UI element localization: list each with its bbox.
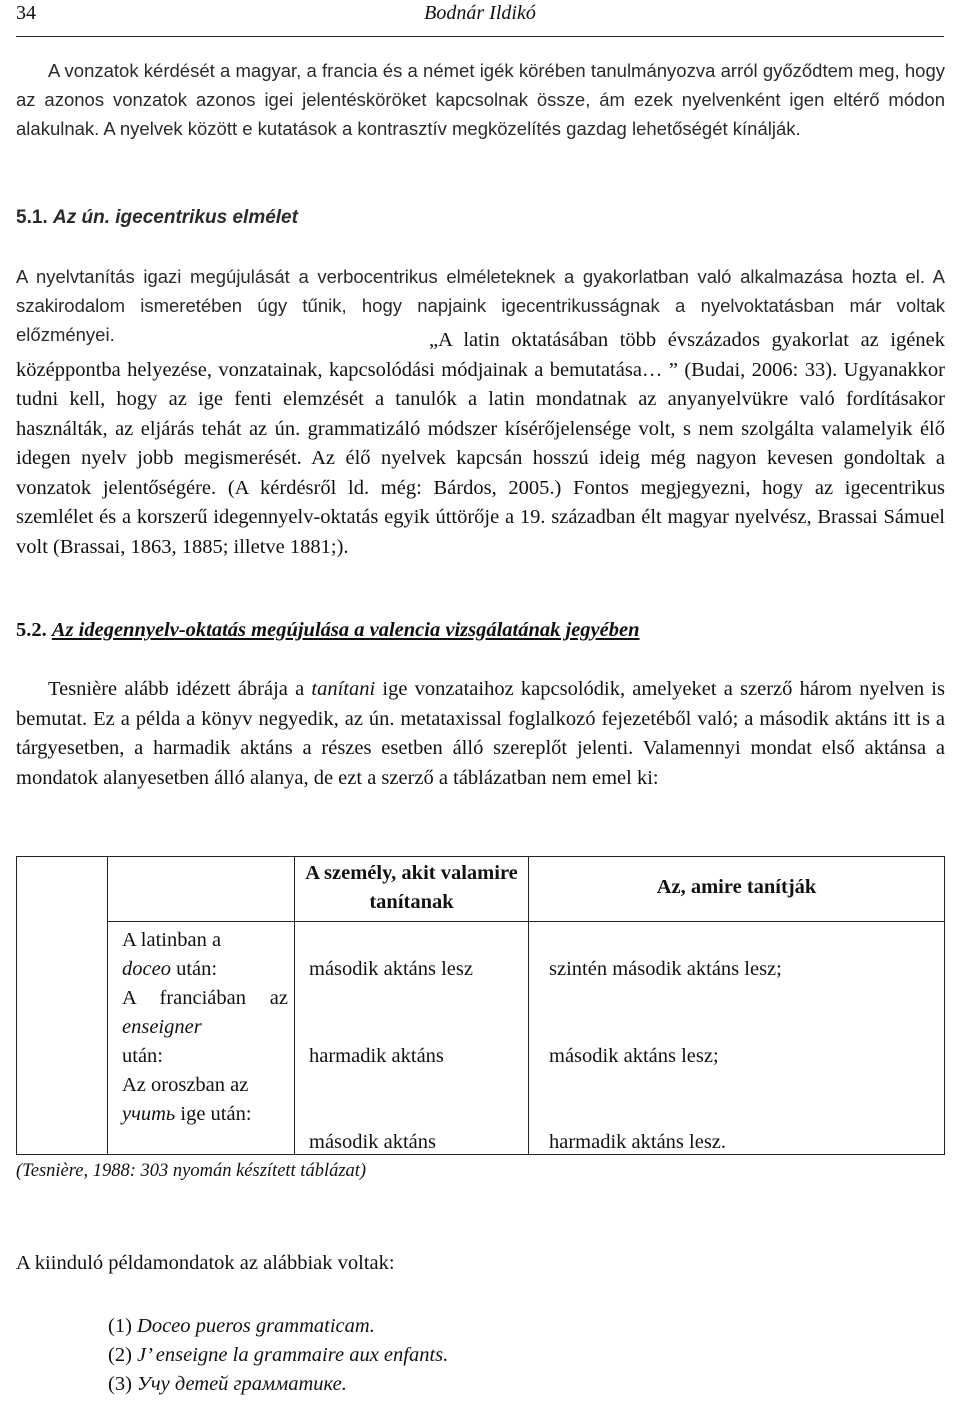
example-item: (3) Учу детей грамматике. [108,1373,347,1395]
lang-latin: A latinban a doceo után: [122,929,222,980]
section-heading-5-1 [16,207,298,229]
section-5-2-paragraph [16,675,945,793]
section-title-rest: igecentrikus elmélet [115,207,298,228]
section-number: 5.1. [16,207,48,228]
table-body-row [17,922,945,1155]
column-header-person: A személy, akit valamire tanítanak [295,857,529,922]
paragraph-part-1: Tesnière alább idézett ábrája a [48,678,312,700]
table-corner-cell [108,857,295,922]
column-header-object: Az, amire tanítják [529,857,945,922]
table-header-row [17,857,945,922]
example-item: (1) Doceo pueros grammaticam. [108,1315,375,1337]
page-header [16,2,944,28]
table-source: (Tesnière, 1988: 303 nyomán készített táblázat) [16,1161,367,1181]
section-5-1-paragraph-serif: „A latin oktatásában több évszázados gyakorlat az igének középpontba helyezése, vonzatainak, kapcsolódási módjainak a bemutatása… ” (Budai, 2006: 33). Ugyanakkor tudni kell, hogy az ige fenti elemzését a tanulók a latin mondatnak az anyanyelvükre való fordításakor használták, az eljárás tehát az ún. grammatizáló módszer kísérőjelensége volt, s nem szolgálta valamelyik élő idegen nyelv jobb megismerését. Az élő nyelvek kapcsán hosszú ideig még nagyon kevesen gondoltak a vonzatok jelentőségére. (A kérdésről ld. még: Bárdos, 2005.) Fontos megjegyezni, hogy az igecentrikus szemlélet és a korszerű idegennyelv-oktatás egyik úttörője a 19. században élt magyar nyelvész, Brassai Sámuel volt (Brassai, 1863, 1885; illetve 1881;). [16,329,945,558]
third-actant-latin: szintén második aktáns lesz; [549,958,782,980]
running-head: Bodnár Ildikó [424,2,536,24]
section-number: 5.2. [16,619,47,641]
lang-french: A franciában az enseigner után: [122,987,288,1067]
second-actant-cell [295,922,529,1155]
page-number: 34 [16,2,36,24]
third-actant-cell [529,922,945,1155]
section-title-italic: Az ún. [52,207,110,228]
second-actant-russian: második aktáns [309,1131,436,1153]
section-title: Az idegennyelv-oktatás megújulása a valencia vizsgálatának jegyében [51,619,640,641]
paragraph-italic-word: tanítani [311,678,376,700]
intro-paragraph: A vonzatok kérdését a magyar, a francia és a német igék körében tanulmányozva arról győződtem meg, hogy az azonos vonzatok azonos igei jelentésköröket kapcsolnak össze, ám ezek nyelvenként igen eltérő módon alakulnak. A nyelvek között e kutatások a kontrasztív megközelítés gazdag lehetőségét kínálják. [16,60,945,139]
second-actant-latin: második aktáns lesz [309,958,473,980]
second-actant-french: harmadik aktáns [309,1045,444,1067]
third-actant-french: második aktáns lesz; [549,1045,719,1067]
third-actant-russian: harmadik aktáns lesz. [549,1131,727,1153]
header-rule [16,36,944,37]
section-heading-5-2 [16,619,640,642]
example-item: (2) J’ enseigne la grammaire aux enfants. [108,1344,449,1366]
table-empty-cell [17,857,108,1155]
paragraph-part-2: ige vonzataihoz kapcsolódik, amelyeket a szerző három nyelven is bemutat. Ez a példa a könyv negyedik, az ún. metataxissal foglalkozó fejezetéből való; a második aktáns itt is a tárgyesetben, a harmadik aktáns a részes esetben álló szereplőt jelenti. Valamennyi mondat első aktánsa a mondatok alanyesetben álló alanya, de ezt a szerző a táblázatban nem emel ki: [16,678,945,789]
valency-table [16,856,945,1155]
language-cell [108,922,295,1155]
lang-russian: Az oroszban az учить ige után: [122,1074,252,1125]
examples-list [108,1312,448,1399]
section-5-1-paragraph-sans: A nyelvtanítás igazi megújulását a verbocentrikus elméleteknek a gyakorlatban való alkalmazása hozta el. A szakirodalom ismeretében úgy tűnik, hogy napjaink igecentrikusságnak a nyelvoktatásban már voltak előzményei. [16,266,945,345]
examples-intro: A kiinduló példamondatok az alábbiak voltak: [16,1252,395,1274]
